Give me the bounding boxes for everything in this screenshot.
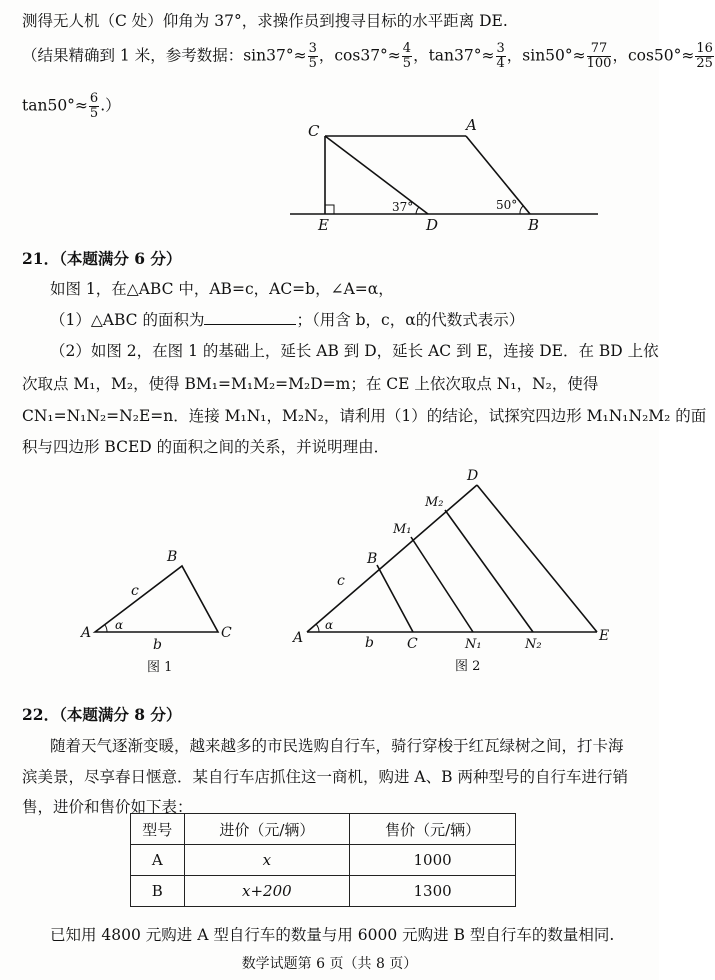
label-E: E [318, 216, 329, 234]
q20-figure [280, 118, 610, 234]
fig1-label-b: b [153, 637, 162, 653]
ref-prefix: （结果精确到 1 米，参考数据：sin37°≈ [22, 46, 307, 65]
triangle-ABC [95, 566, 218, 632]
fig1-label-A: A [81, 625, 92, 641]
fig2-label-N2: N₂ [525, 637, 542, 652]
table-cell: B [131, 876, 185, 907]
q20-reference-data-cont: tan50°≈ $\frac{6}{5}$ .） [22, 91, 121, 121]
sin37-fraction: $\frac{3}{5}$ [308, 41, 317, 71]
table-cell: 1300 [350, 876, 516, 907]
q21-part2-line1: （2）如图 2，在图 1 的基础上，延长 AB 到 D，延长 AC 到 E，连接 DE．在 BD 上依 [50, 342, 659, 360]
sin50-fraction: $\frac{77}{100}$ [586, 41, 612, 71]
table-cell: x [184, 845, 350, 876]
tan50-fraction: $\frac{6}{5}$ [89, 91, 99, 121]
fig1-caption: 图 1 [147, 660, 173, 675]
q22-para-line2: 滨美景，尽享春日惬意．某自行车店抓住这一商机，购进 A、B 两种型号的自行车进行销 [22, 768, 628, 786]
angle-arc-d [416, 207, 419, 214]
segment-M1N1 [411, 537, 473, 632]
answer-blank[interactable] [204, 310, 296, 325]
fig2-label-N1: N₁ [465, 637, 482, 652]
q20-reference-data [22, 42, 715, 71]
fig2-caption: 图 2 [455, 659, 481, 674]
table-cell: A [131, 845, 185, 876]
fig2-label-C: C [407, 636, 418, 652]
segment-DE [477, 485, 597, 632]
sin50-label: ，sin50°≈ [506, 46, 586, 65]
fig2-label-B: B [367, 551, 378, 567]
q21-heading: 21．（本题满分 6 分） [22, 249, 182, 268]
fig2-label-D: D [467, 468, 479, 484]
table-row [131, 876, 516, 907]
price-table [130, 813, 516, 907]
cos37-fraction: $\frac{4}{5}$ [402, 41, 412, 71]
tan37-fraction: $\frac{3}{4}$ [496, 41, 505, 71]
fig2-label-alpha: α [325, 618, 334, 632]
table-cell: 1000 [350, 845, 516, 876]
fig1-label-C: C [221, 625, 232, 641]
angle-arc-b [520, 206, 523, 214]
fig1-label-c: c [131, 583, 139, 599]
q20-line1: 测得无人机（C 处）仰角为 37°，求操作员到搜寻目标的水平距离 DE. [22, 12, 508, 30]
segment-M2N2 [445, 510, 533, 632]
tan50-label: tan50°≈ [22, 96, 88, 115]
table-header: 进价（元/辆） [184, 814, 350, 845]
segment-AD [307, 485, 477, 632]
q21-part2-line4: 积与四边形 BCED 的面积之间的关系，并说明理由． [22, 438, 390, 456]
table-header: 型号 [131, 814, 185, 845]
cos50-fraction: $\frac{16}{25}$ [696, 41, 713, 71]
q22-para-line1: 随着天气逐渐变暖，越来越多的市民选购自行车，骑行穿梭于红瓦绿树之间，打卡海 [50, 737, 624, 755]
fig1-label-B: B [167, 549, 178, 565]
q21-part2-line3: CN₁=N₁N₂=N₂E=n．连接 M₁N₁，M₂N₂，请利用（1）的结论，试探究四边形 M₁N₁N₂M₂ 的面 [22, 407, 707, 425]
q21-part1: （1）△ABC 的面积为 ；（用含 b，c，α的代数式表示） [50, 311, 525, 329]
right-angle-mark [325, 205, 334, 214]
fig2-label-c: c [337, 573, 345, 589]
fig2-label-A: A [293, 630, 304, 646]
page-footer: 数学试题第 6 页（共 8 页） [241, 956, 418, 972]
q21-intro: 如图 1，在△ABC 中，AB=c，AC=b，∠A=α， [50, 280, 394, 298]
fig2-label-M1: M₁ [393, 522, 412, 537]
label-D: D [426, 216, 439, 234]
fig2-label-M2: M₂ [425, 495, 444, 510]
table-row [131, 845, 516, 876]
q22-condition: 已知用 4800 元购进 A 型自行车的数量与用 6000 元购进 B 型自行车的数量相同. [50, 926, 615, 944]
table-cell: x+200 [184, 876, 350, 907]
angle-label-d: 37° [392, 200, 414, 214]
segment-BC [377, 565, 413, 632]
table-header-row [131, 814, 516, 845]
fig2-label-E: E [599, 628, 610, 644]
figure-1 [75, 545, 240, 675]
fig1-label-alpha: α [115, 618, 124, 632]
fig2-label-b: b [365, 635, 374, 651]
angle-label-b: 50° [496, 198, 518, 212]
figure-2 [285, 465, 625, 680]
q21-part2-line2: 次取点 M₁，M₂，使得 BM₁=M₁M₂=M₂D=m；在 CE 上依次取点 N₁，N₂，使得 [22, 375, 599, 393]
table-header: 售价（元/辆） [350, 814, 516, 845]
tan37-label: ，tan37°≈ [413, 46, 495, 65]
label-A: A [466, 116, 477, 134]
label-B: B [528, 216, 540, 234]
q22-heading: 22．（本题满分 8 分） [22, 705, 182, 724]
q22-para-line3: 售，进价和售价如下表： [22, 798, 193, 816]
label-C: C [308, 122, 320, 140]
cos50-label: ，cos50°≈ [612, 46, 695, 65]
cos37-label: ，cos37°≈ [318, 46, 401, 65]
